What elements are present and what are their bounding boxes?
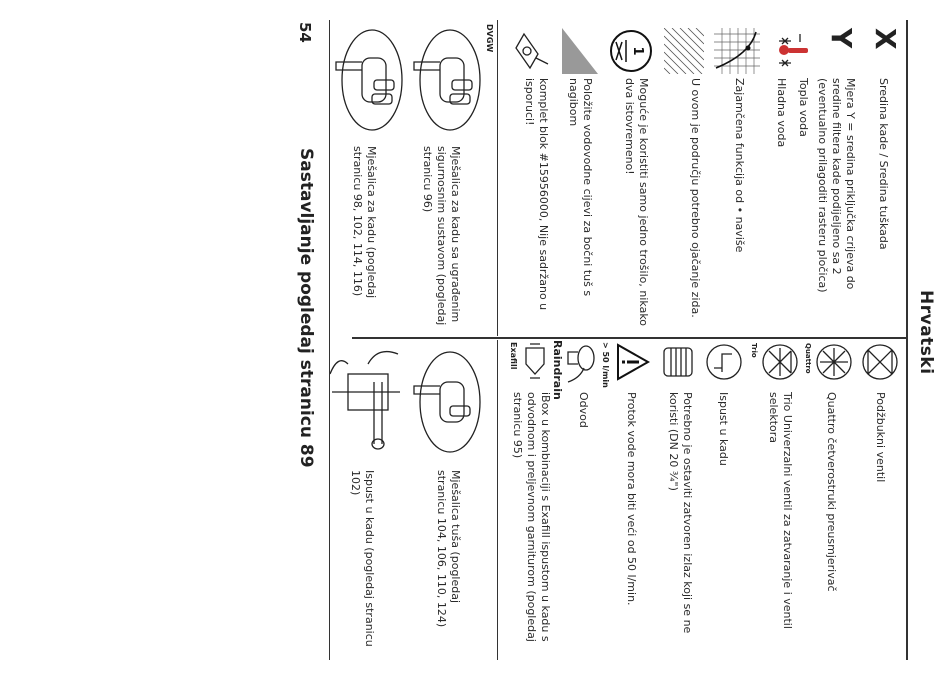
cold-text: Hladna voda <box>775 78 788 148</box>
svg-text:1: 1 <box>630 46 645 56</box>
y-symbol: Y <box>825 28 858 49</box>
trio-icon <box>760 342 800 382</box>
tile-hatch-icon <box>664 28 704 74</box>
trio-text: Trio Univerzalni ventil za zatvaranje i ventil selektora <box>767 392 794 629</box>
drain-image <box>564 342 600 386</box>
x-symbol: X <box>869 28 902 50</box>
shower-mixer-image <box>410 344 484 456</box>
quattro-icon <box>814 342 854 382</box>
trio-label: Trio <box>750 343 758 358</box>
one-consumer-text: Moguće je koristiti samo jedno trošilo, nikako dva istovremeno! <box>623 78 650 327</box>
tiles-text: U ovom je području potrebno ojačanje zida. <box>689 78 702 318</box>
left-separator <box>497 20 498 336</box>
tub-spout-image <box>328 344 408 456</box>
pipes-text: Položite vodovodne cijevi za bočni tuš s nagibom <box>567 78 594 297</box>
mixer-tub-image <box>332 22 406 134</box>
exafill-text: iBox u kombinaciji s Exafill ispustom u kadu s odvodnom i preljevnom garniturom (pogledaj stranicu 95) <box>511 392 552 642</box>
mixer-safety-image <box>410 22 484 134</box>
hot-cold-icon <box>766 30 812 76</box>
exafill-icon <box>520 342 550 382</box>
stop-valve-icon <box>860 342 900 382</box>
block-kit-icon <box>508 28 554 74</box>
spout-icon <box>704 342 744 382</box>
x-text: Sredina kade / Sredina tuškada <box>877 78 890 250</box>
mixer-safety-text: Mješalica za kadu sa ugrađenim sigurnosnim sustavom (pogledaj stranicu 96) <box>421 146 462 326</box>
shower-mixer-text: Mješalica tuša (pogledaj stranicu 104, 106, 110, 124) <box>435 470 462 628</box>
cap-icon <box>658 342 698 382</box>
flow-text: Protok vode mora biti veći od 50 l/min. <box>625 392 638 606</box>
bottom-rule <box>329 20 330 660</box>
dvgw-label: DVGW <box>485 24 494 53</box>
flow-label: > 50 l/min <box>601 342 610 388</box>
quattro-text: Quattro četverostruki preusmjerivač <box>825 392 838 592</box>
column-divider <box>352 337 908 339</box>
right-separator <box>497 340 498 660</box>
drain-text: Odvod <box>577 392 590 428</box>
spout-text: Ispust u kadu <box>717 392 730 466</box>
hot-text: Topla voda <box>797 78 810 137</box>
kit-text: komplet blok #15956000, Nije sadržano u isporuci! <box>523 78 550 311</box>
one-consumer-icon <box>608 28 654 74</box>
footer-title: Sastavljanje pogledaj stranicu 89 <box>296 148 316 468</box>
mixer-tub-text: Mješalica za kadu (pogledaj stranicu 98, 102, 114, 116) <box>351 146 378 299</box>
y-text: Mjera Y = sredina priključka crijeva do sredine filtera kade podijeljeno sa 2 (eventualno prilagoditi rasteru pločica) <box>816 78 857 293</box>
cap-text: Potrebno je ostaviti zatvoren izlaz koji se ne koristi (DN 20 ¾") <box>667 392 694 634</box>
tub-spout-text: Ispust u kadu (pogledaj stranicu 102) <box>349 470 376 647</box>
page-title: Hrvatski <box>916 290 936 375</box>
exafill-label: Exafill <box>509 342 518 370</box>
slope-icon <box>562 28 598 74</box>
raindrain-label: Raindrain <box>551 340 564 400</box>
warning-icon <box>612 342 652 382</box>
protection-zone-icon <box>714 28 760 74</box>
top-rule <box>907 20 909 660</box>
quattro-label: Quattro <box>804 343 812 374</box>
page-number: 54 <box>296 22 314 43</box>
stop-valve-text: Podžbukni ventil <box>874 392 887 483</box>
protection-text: Zajamčena funkcija od • naviše <box>733 78 746 253</box>
